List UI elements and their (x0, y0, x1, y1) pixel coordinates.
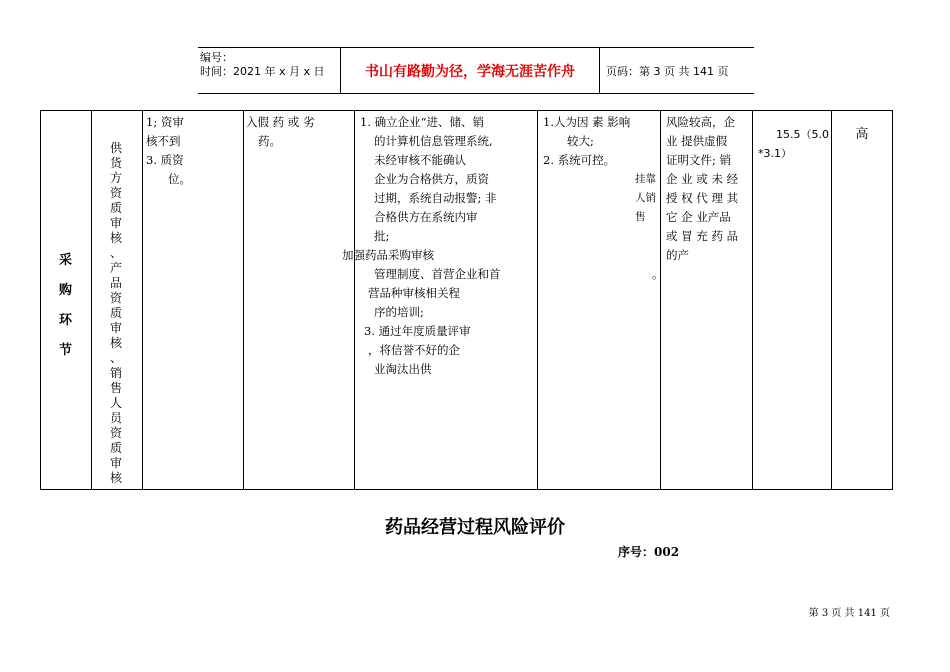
controls-line: 企业为合格供方，质资 (374, 172, 489, 186)
process-char: 质 (109, 201, 122, 215)
controls-line: 营品种审核相关程 (368, 286, 460, 300)
process-char: 员 (109, 411, 122, 425)
document-header (198, 47, 754, 94)
consequences-line: 。 (652, 267, 664, 281)
controls-line: 3. 通过年度质量评审 (364, 324, 471, 338)
process-char: 质 (109, 306, 122, 320)
process-char: 核 (109, 471, 122, 485)
process-char: 品 (109, 276, 122, 290)
stage-cell (40, 246, 91, 366)
factors-line: 较大; (567, 134, 594, 148)
table-divider (752, 111, 753, 489)
controls-line: ，将信誉不好的企 (368, 343, 460, 357)
consequences-line: 的产 (666, 248, 689, 262)
stage-char: 购 (58, 283, 72, 298)
consequences-cell (652, 113, 750, 284)
risk-table (40, 110, 893, 490)
process-char: 方 (109, 171, 122, 185)
process-char: 审 (109, 216, 122, 230)
stage-char: 环 (58, 313, 72, 328)
score-line: 15.5（5.0 (776, 128, 829, 141)
header-motto: 书山有路勤为径，学海无涯苦作舟 (340, 48, 600, 93)
consequences-line: 授 权 代 理 其 (666, 191, 739, 205)
table-divider (660, 111, 661, 489)
process-cell (104, 141, 128, 486)
score-cell (756, 125, 832, 163)
risk-point-cell (146, 113, 240, 189)
process-char: 资 (109, 186, 122, 200)
controls-line: 管理制度、首营企业和首 (374, 267, 501, 281)
consequences-line: 业 提供虚假 (666, 134, 728, 148)
process-char: 审 (109, 321, 122, 335)
process-char: 供 (109, 141, 122, 155)
page-title: 药品经营过程风险评价 (385, 517, 565, 538)
controls-line: 的计算机信息管理系统, (374, 134, 493, 148)
controls-line: 加强药品采购审核 (342, 248, 434, 262)
consequences-line: 它 企 业产品 (666, 210, 731, 224)
risk-desc-line: 入假 药 或 劣 (246, 115, 315, 129)
controls-line: 序的培训; (374, 305, 424, 319)
table-divider (354, 111, 355, 489)
page-footer: 第 3 页 共 141 页 (808, 608, 890, 619)
risk-point-line: 位。 (168, 172, 191, 186)
header-page-info: 页码：第 3 页 共 141 页 (606, 65, 729, 78)
factors-line: 挂靠人销售 (635, 173, 656, 223)
risk-desc-line: 药。 (258, 134, 281, 148)
controls-line: 未经审核不能确认 (374, 153, 466, 167)
table-divider (831, 111, 832, 489)
header-meta (200, 51, 340, 79)
header-time: 时间：2021 年 x 月 x 日 (200, 65, 325, 78)
header-number-label: 编号： (200, 51, 233, 64)
stage-char: 节 (58, 343, 72, 358)
process-char: 质 (109, 441, 122, 455)
risk-point-line: 3. 质资 (146, 153, 184, 167)
risk-point-line: 1; 资审 (146, 115, 184, 129)
process-char: 销 (109, 366, 122, 380)
controls-cell (342, 113, 535, 379)
consequences-line: 证明文件; 销 (666, 153, 732, 167)
risk-level-cell: 高 (855, 127, 869, 142)
process-char: 货 (109, 156, 122, 170)
controls-line: 合格供方在系统内审 (374, 210, 478, 224)
controls-line: 1. 确立企业“进、储、销 (360, 115, 485, 129)
table-divider (142, 111, 143, 489)
process-char: 核 (109, 231, 122, 245)
risk-desc-cell (246, 113, 351, 151)
table-divider (243, 111, 244, 489)
factors-line: 1.人为因 素 影响 (543, 115, 631, 129)
controls-line: 批; (374, 229, 390, 243)
process-char: 人 (109, 396, 122, 410)
consequences-line: 风险较高，企 (666, 115, 735, 129)
factors-cell (543, 113, 658, 227)
consequences-line: 或 冒 充 药 品 (666, 229, 739, 243)
process-char: 售 (109, 381, 122, 395)
process-char: 资 (109, 426, 122, 440)
serial-number: 序号：002 (618, 545, 680, 559)
factors-line: 2. 系统可控。 (543, 153, 616, 167)
process-char: 资 (109, 291, 122, 305)
table-divider (537, 111, 538, 489)
process-char: 产 (109, 261, 122, 275)
risk-point-line: 核不到 (146, 134, 181, 148)
process-char: 、 (109, 246, 122, 260)
process-char: 核 (109, 336, 122, 350)
consequences-line: 企 业 或 未 经 (666, 172, 739, 186)
controls-line: 业淘汰出供 (374, 362, 432, 376)
process-char: 审 (109, 456, 122, 470)
controls-line: 过期，系统自动报警; 非 (374, 191, 497, 205)
stage-char: 采 (58, 253, 72, 268)
table-divider (91, 111, 92, 489)
score-line: *3.1） (758, 147, 792, 160)
process-char: 、 (109, 351, 122, 365)
table-border-right (892, 111, 893, 489)
